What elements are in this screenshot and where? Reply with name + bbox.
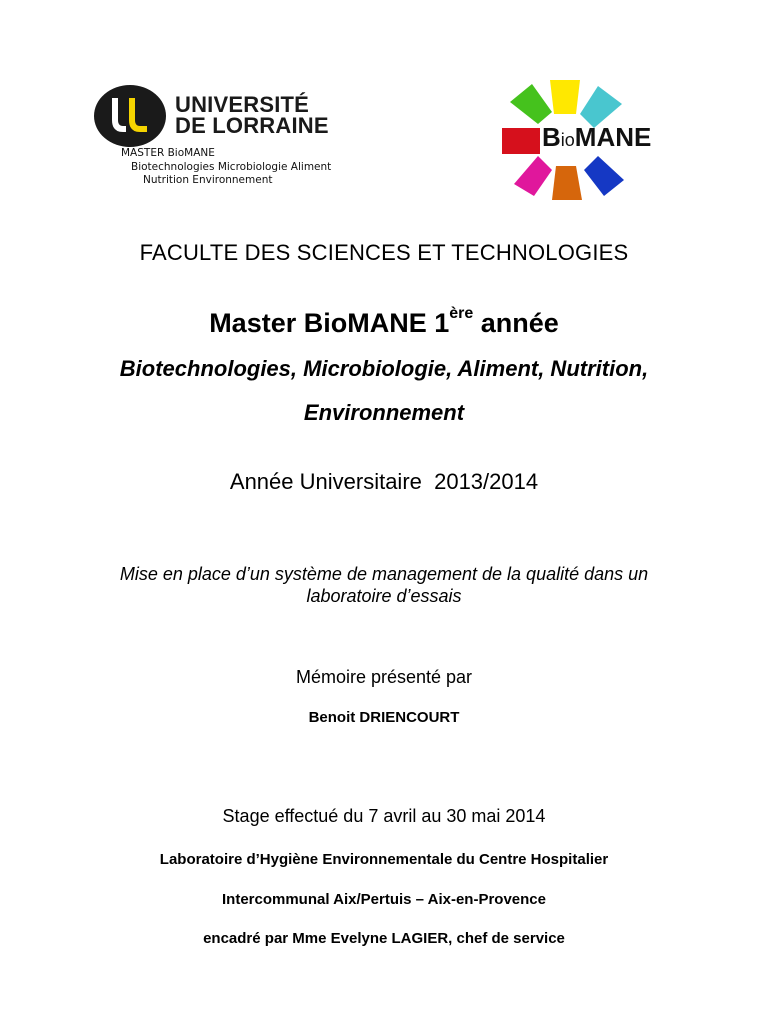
thesis-title-line2: laboratoire d’essais xyxy=(306,586,462,606)
master-subtitle-line1: Biotechnologies, Microbiologie, Aliment, Nutrition, xyxy=(119,356,649,381)
university-name-line2: DE LORRAINE xyxy=(175,113,329,138)
thesis-title-line1: Mise en place d’un système de management de la qualité dans un xyxy=(119,564,649,584)
university-logo-subtitle xyxy=(121,147,331,188)
master-title xyxy=(0,305,768,339)
logo-subtitle-line2: Biotechnologies Microbiologie Aliment xyxy=(131,160,332,173)
biomane-wordmark-mane: MANE xyxy=(574,122,652,152)
university-name-line1: UNIVERSITÉ xyxy=(175,92,310,117)
master-title-end: année xyxy=(473,308,559,338)
master-subtitle-line2: Environnement xyxy=(303,400,465,425)
ul-monogram-icon xyxy=(93,84,167,148)
faculty-name: FACULTE DES SCIENCES ET TECHNOLOGIES xyxy=(139,240,629,265)
university-name xyxy=(175,94,329,136)
author-name: Benoit DRIENCOURT xyxy=(308,709,460,726)
biomane-wordmark-b: B xyxy=(542,122,561,152)
universite-de-lorraine-logo xyxy=(93,84,363,194)
master-title-superscript: ère xyxy=(449,305,474,322)
biomane-wordmark-io: io xyxy=(560,130,575,150)
biomane-logo xyxy=(500,78,690,202)
biomane-wordmark xyxy=(542,122,651,153)
lab-line3: encadré par Mme Evelyne LAGIER, chef de service xyxy=(203,930,565,947)
lab-line1: Laboratoire d’Hygiène Environnementale du Centre Hospitalier xyxy=(159,851,609,868)
master-title-main: Master BioMANE 1 xyxy=(209,308,450,338)
logo-subtitle-line3: Nutrition Environnement xyxy=(143,174,273,186)
presented-by: Mémoire présenté par xyxy=(295,667,473,687)
lab-line2: Intercommunal Aix/Pertuis – Aix-en-Provence xyxy=(222,891,546,908)
academic-year: Année Universitaire 2013/2014 xyxy=(229,469,539,494)
internship-dates: Stage effectué du 7 avril au 30 mai 2014 xyxy=(222,806,546,826)
logo-subtitle-line1: MASTER BioMANE xyxy=(121,147,215,159)
